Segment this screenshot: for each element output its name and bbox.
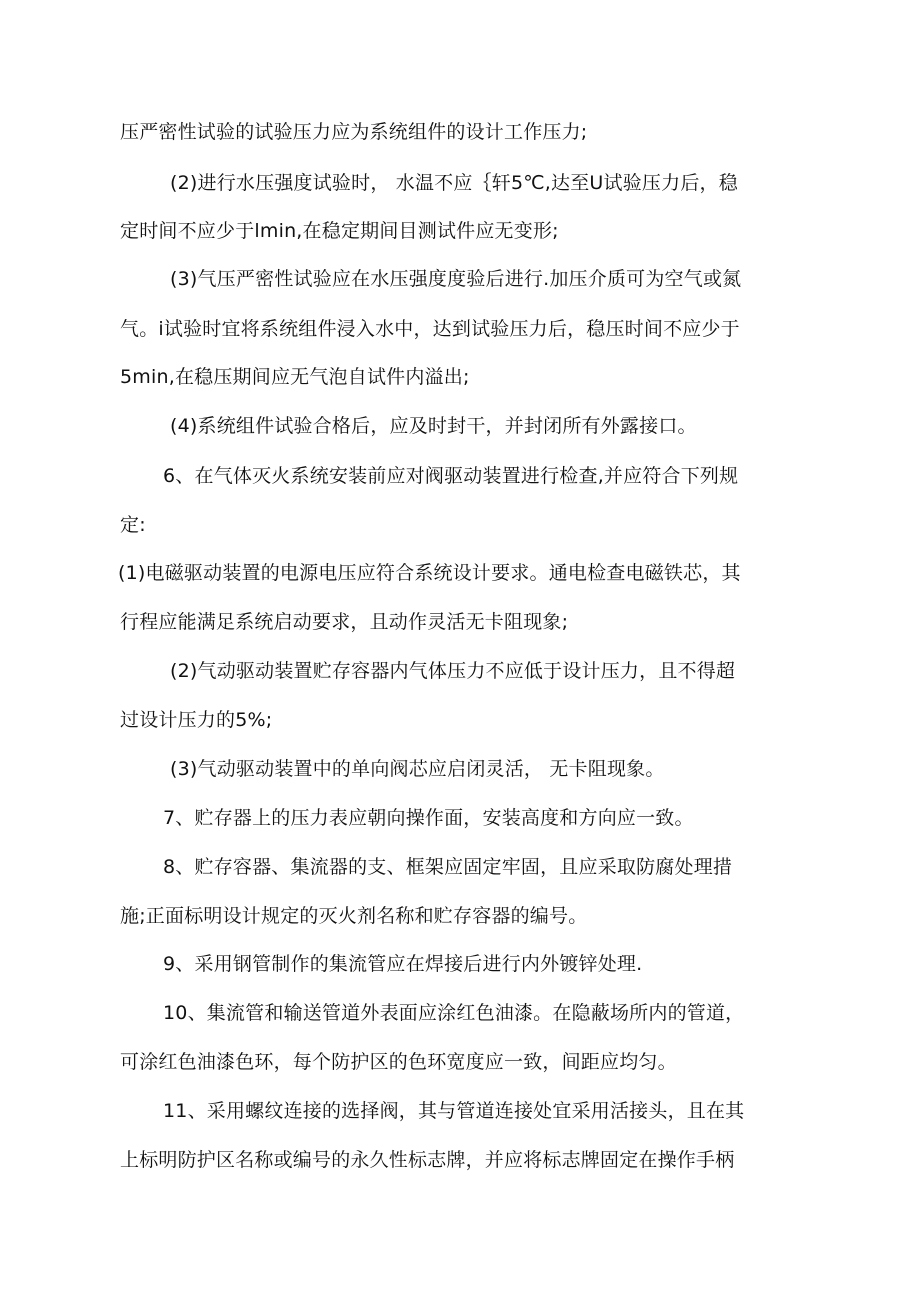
- text-line: (3)气动驱动装置中的单向阀芯应启闭灵活， 无卡阻现象。: [170, 758, 665, 780]
- text-line: 5min,在稳压期间应无气泡自试件内溢出;: [120, 366, 470, 388]
- text-line: (2)进行水压强度试验时， 水温不应｛轩5℃,达至U试验压力后，稳: [170, 172, 738, 194]
- text-line: 定:: [120, 514, 146, 536]
- text-line: 上标明防护区名称或编号的永久性标志牌，并应将标志牌固定在操作手柄: [120, 1149, 735, 1171]
- text-line: 气。i试验时宜将系统组件浸入水中，达到试验压力后，稳压时间不应少于: [120, 318, 740, 340]
- text-line: 10、集流管和输送管道外表面应涂红色油漆。在隐蔽场所内的管道，: [163, 1002, 745, 1024]
- text-line: 行程应能满足系统启动要求，且动作灵活无卡阻现象;: [120, 611, 569, 633]
- text-line: (4)系统组件试验合格后，应及时封干，并封闭所有外露接口。: [170, 415, 697, 437]
- text-line: 11、采用螺纹连接的选择阀，其与管道连接处宜采用活接头，且在其: [163, 1100, 745, 1122]
- text-line: (3)气压严密性试验应在水压强度度验后进行.加压介质可为空气或氮: [170, 268, 742, 290]
- text-line: 8、贮存容器、集流器的支、框架应固定牢固，且应采取防腐处理措: [163, 856, 733, 878]
- text-line: 压严密性试验的试验压力应为系统组件的设计工作压力;: [120, 121, 588, 143]
- text-line: 6、在气体灭火系统安装前应对阀驱动装置进行检查,并应符合下列规: [163, 465, 739, 487]
- text-line: 过设计压力的5%;: [120, 709, 273, 731]
- text-line: 7、贮存器上的压力表应朝向操作面，安装高度和方向应一致。: [163, 807, 694, 829]
- text-line: (1)电磁驱动装置的电源电压应符合系统设计要求。通电检查电磁铁芯，其: [118, 562, 741, 584]
- text-line: 可涂红色油漆色环，每个防护区的色环宽度应一致，间距应均匀。: [120, 1051, 677, 1073]
- text-line: 施;正面标明设计规定的灭火剂名称和贮存容器的编号。: [120, 905, 588, 927]
- text-line: 9、采用钢管制作的集流管应在焊接后进行内外镀锌处理.: [163, 953, 643, 975]
- text-line: (2)气动驱动装置贮存容器内气体压力不应低于设计压力，且不得超: [170, 660, 736, 682]
- text-line: 定时间不应少于lmin,在稳定期间目测试件应无变形;: [120, 220, 559, 242]
